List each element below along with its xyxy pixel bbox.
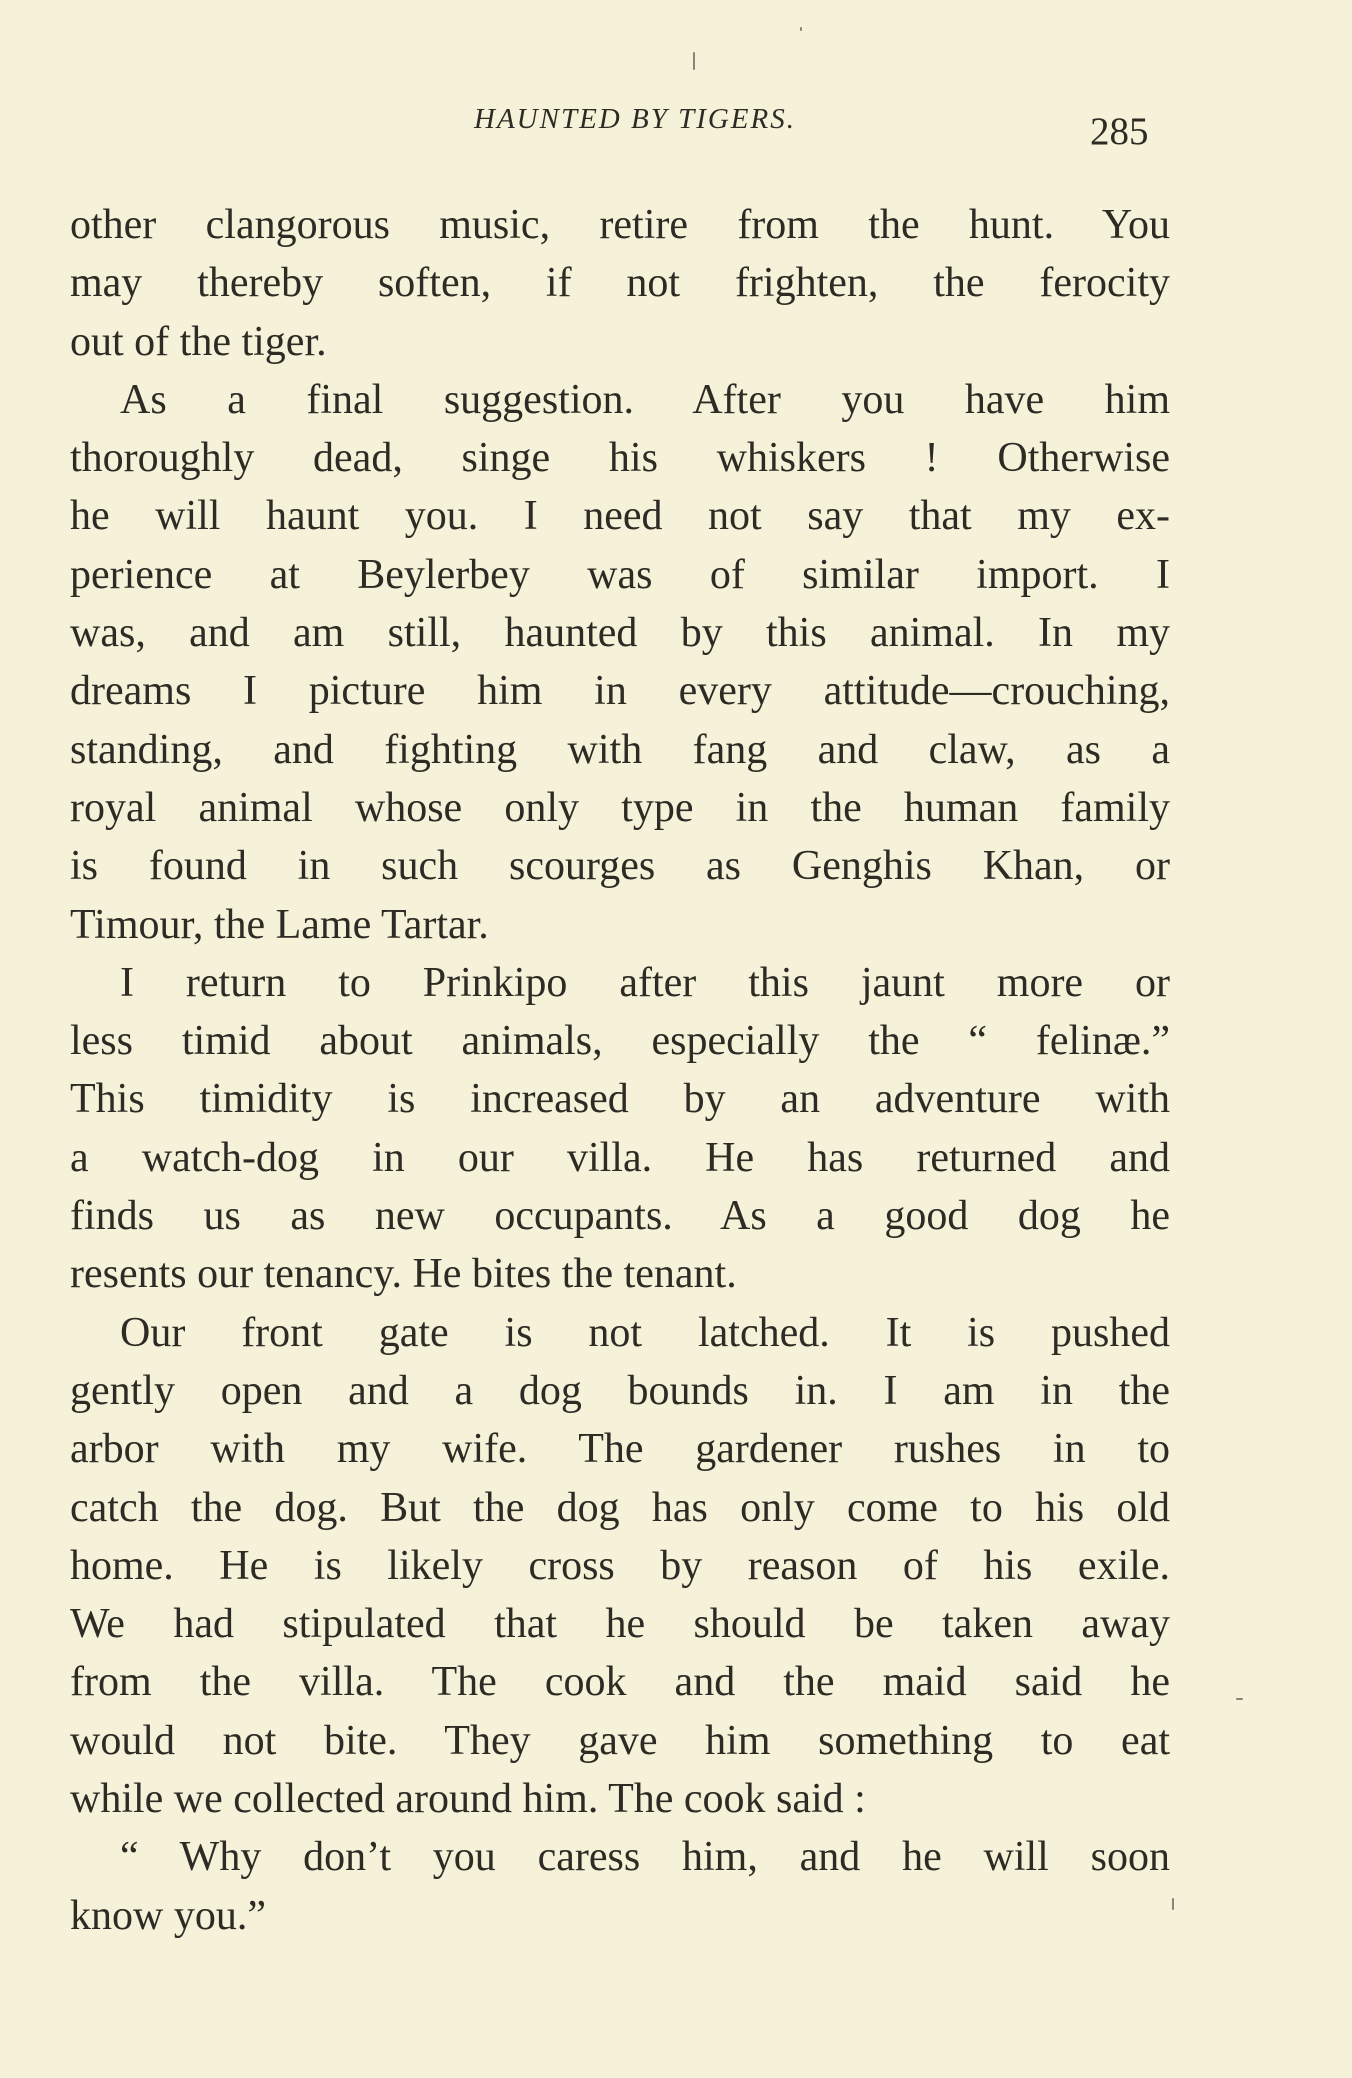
- text-line: finds us as new occupants. As a good dog he: [70, 1193, 1170, 1240]
- text-line: perience at Beylerbey was of similar import. I: [70, 551, 1170, 598]
- text-line: thoroughly dead, singe his whiskers ! Otherwise: [70, 435, 1170, 482]
- text-line: he will haunt you. I need not say that my ex-: [70, 493, 1170, 540]
- text-line: home. He is likely cross by reason of his exile.: [70, 1542, 1170, 1589]
- text-line: dreams I picture him in every attitude—crouching,: [70, 668, 1170, 715]
- text-line: while we collected around him. The cook said :: [70, 1776, 866, 1823]
- text-line: “ Why don’t you caress him, and he will soon: [120, 1834, 1170, 1881]
- text-line: Our front gate is not latched. It is pushed: [120, 1309, 1170, 1356]
- running-head: HAUNTED BY TIGERS.: [474, 103, 796, 135]
- text-line: I return to Prinkipo after this jaunt more or: [120, 959, 1170, 1006]
- text-line: a watch-dog in our villa. He has returned and: [70, 1134, 1170, 1181]
- text-line: from the villa. The cook and the maid said he: [70, 1659, 1170, 1706]
- page-number: 285: [1090, 110, 1149, 153]
- text-line: know you.”: [70, 1892, 266, 1939]
- text-line: Timour, the Lame Tartar.: [70, 901, 489, 948]
- text-line: catch the dog. But the dog has only come to his old: [70, 1484, 1170, 1531]
- text-line: is found in such scourges as Genghis Khan, or: [70, 843, 1170, 890]
- text-line: We had stipulated that he should be taken away: [70, 1601, 1170, 1648]
- text-line: gently open and a dog bounds in. I am in the: [70, 1367, 1170, 1414]
- paper-speck: [693, 52, 695, 70]
- text-line: resents our tenancy. He bites the tenant.: [70, 1251, 737, 1298]
- text-line: arbor with my wife. The gardener rushes in to: [70, 1426, 1170, 1473]
- text-line: out of the tiger.: [70, 318, 327, 365]
- paper-speck: [1172, 1898, 1174, 1910]
- body-text: [70, 196, 1170, 1945]
- text-line: other clangorous music, retire from the hunt. You: [70, 202, 1170, 248]
- page-header: [70, 103, 1170, 153]
- text-line: less timid about animals, especially the “ felinæ.”: [70, 1018, 1170, 1065]
- text-line: may thereby soften, if not frighten, the ferocity: [70, 260, 1170, 307]
- text-line: would not bite. They gave him something to eat: [70, 1717, 1170, 1764]
- text-line: This timidity is increased by an adventure with: [70, 1076, 1170, 1123]
- text-line: royal animal whose only type in the human family: [70, 784, 1170, 831]
- text-line: standing, and fighting with fang and claw, as a: [70, 726, 1170, 773]
- paper-speck: [800, 27, 802, 31]
- paper-speck: [1236, 1698, 1243, 1700]
- text-line: As a final suggestion. After you have him: [120, 376, 1170, 423]
- text-line: was, and am still, haunted by this animal. In my: [70, 610, 1170, 657]
